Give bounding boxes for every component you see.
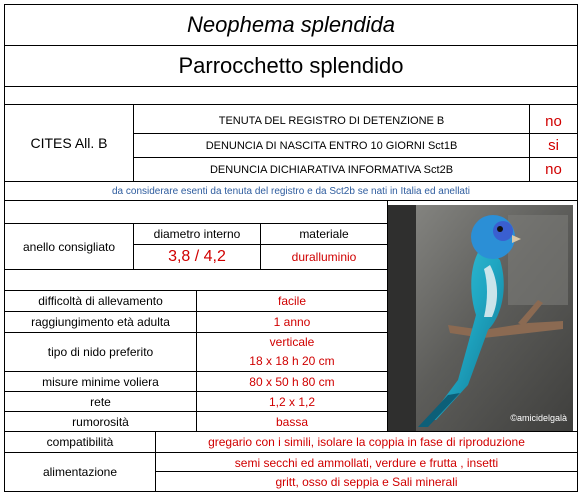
detail-value-adult-age: 1 anno (273, 315, 311, 329)
feeding-line-1: semi secchi ed ammollati, verdure e frutta , insetti (234, 455, 499, 470)
divider (155, 431, 156, 491)
divider (5, 45, 577, 46)
ring-label: anello consigliato (22, 239, 116, 254)
cites-label: CITES All. B (30, 135, 108, 151)
divider (133, 157, 577, 158)
divider (5, 269, 388, 270)
detail-label-difficulty: difficoltà di allevamento (38, 294, 163, 308)
cites-row-1-value: no (545, 112, 562, 130)
divider (5, 452, 577, 453)
detail-value-difficulty: facile (277, 294, 306, 308)
divider (387, 200, 388, 431)
detail-value-noise: bassa (275, 414, 309, 429)
detail-label-adult-age: raggiungimento età adulta (31, 315, 170, 329)
divider (155, 471, 577, 472)
ring-material-header: materiale (299, 227, 349, 241)
detail-value-nest-size: 18 x 18 h 20 cm (249, 353, 335, 368)
divider (5, 200, 577, 201)
cites-row-2-label: DENUNCIA DI NASCITA ENTRO 10 GIORNI Sct1B (205, 139, 458, 152)
divider (133, 133, 577, 134)
ring-material-value: duralluminio (291, 250, 357, 264)
divider (5, 181, 577, 182)
cites-note: da considerare esenti da tenuta del registro e da Sct2b se nati in Italia ed anellati (111, 185, 470, 197)
divider (5, 431, 577, 432)
detail-value-nest-type: verticale (269, 335, 315, 349)
divider (5, 86, 577, 87)
ring-diameter-value: 3,8 / 4,2 (168, 248, 226, 265)
common-name: Parrocchetto splendido (178, 53, 404, 78)
detail-label-noise: rumorosità (72, 414, 129, 429)
detail-label-nest: tipo di nido preferito (47, 345, 154, 359)
ring-diameter-header: diametro interno (153, 227, 241, 241)
divider (5, 104, 577, 105)
photo-credit: ©amicidelgalà (510, 413, 567, 423)
divider (196, 290, 197, 431)
scientific-name: Neophema splendida (187, 12, 395, 37)
cites-row-3-label: DENUNCIA DICHIARATIVA INFORMATIVA Sct2B (209, 163, 454, 176)
divider (133, 223, 134, 269)
cites-row-3-value: no (545, 161, 562, 178)
divider (5, 223, 388, 224)
detail-label-mesh: rete (90, 394, 111, 409)
cites-row-2-value: si (548, 137, 559, 154)
compatibility-label: compatibilità (46, 435, 114, 449)
detail-value-mesh: 1,2 x 1,2 (268, 394, 316, 409)
divider (260, 223, 261, 269)
cites-row-1-label: TENUTA DEL REGISTRO DI DETENZIONE B (218, 115, 445, 127)
feeding-line-2: gritt, osso di seppia e Sali minerali (275, 474, 458, 489)
divider (133, 104, 134, 181)
detail-value-aviary: 80 x 50 h 80 cm (249, 374, 335, 389)
detail-label-aviary: misure minime voliera (42, 374, 159, 389)
bird-photo (388, 205, 573, 431)
feeding-label: alimentazione (42, 465, 118, 479)
compatibility-value: gregario con i simili, isolare la coppia in fase di riproduzione (208, 435, 525, 449)
parakeet-illustration (388, 205, 573, 431)
divider (529, 104, 530, 181)
